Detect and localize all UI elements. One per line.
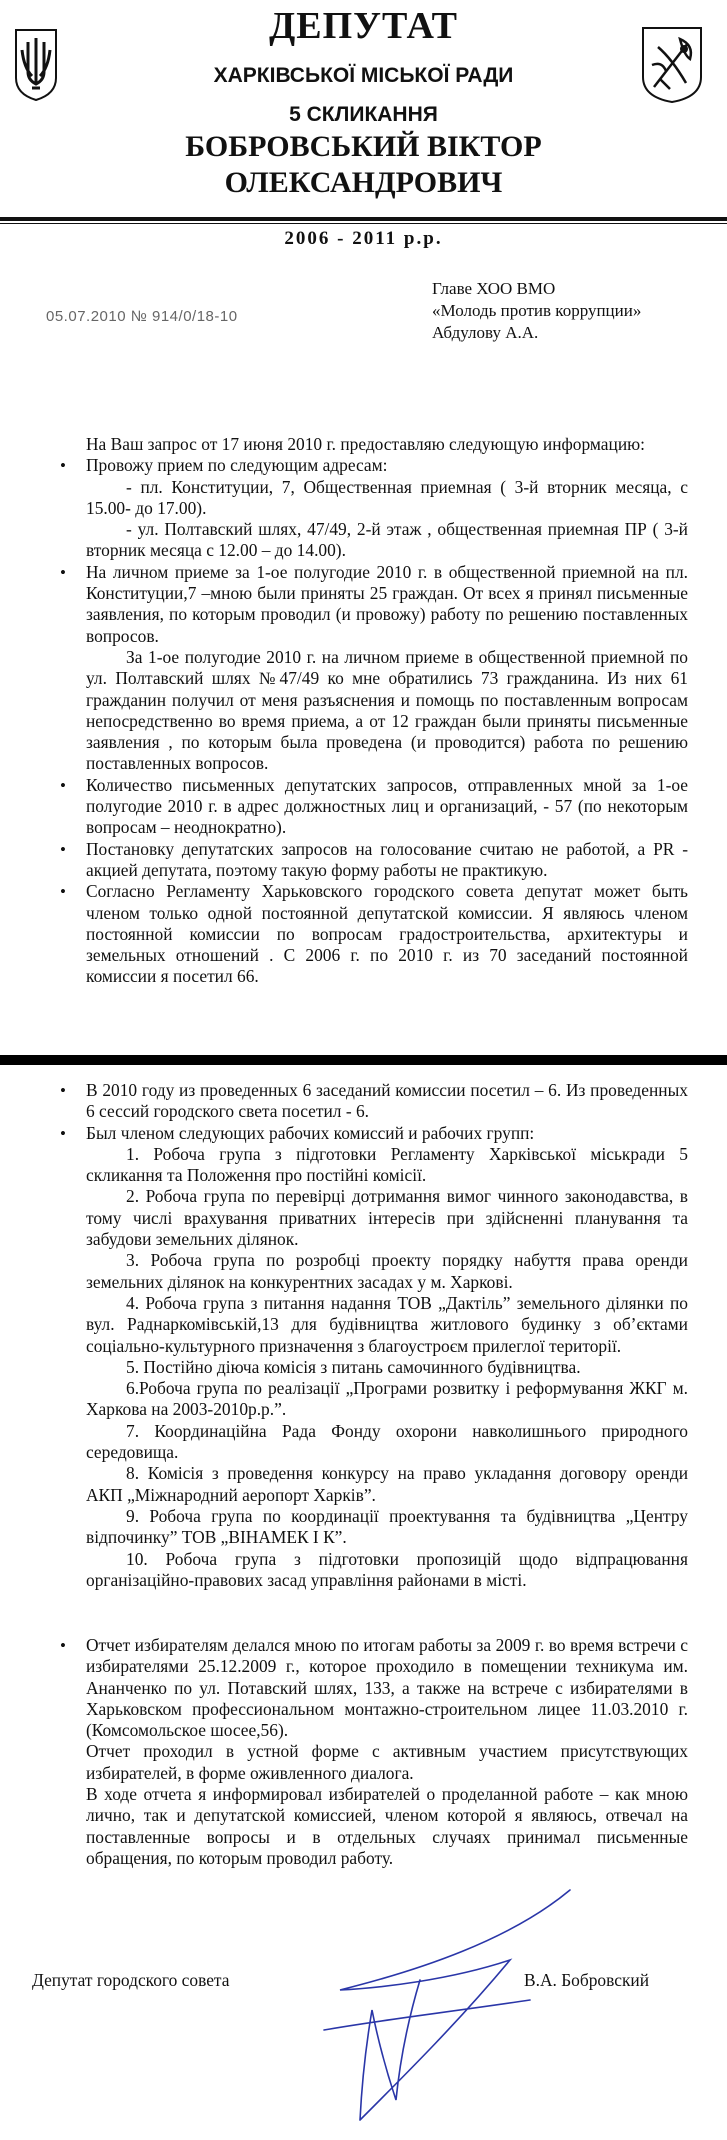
working-group-item: 7. Координаційна Рада Фонду охорони навколишнього природного середовища. [86,1420,688,1463]
list-item-text: Количество письменных депутатских запросов, отправленных мной за 1-ое полугодие 2010 г. в адрес должностных лиц и организаций, - 57 (по некоторым вопросам – неоднократно). [86,774,688,838]
header-title: ДЕПУТАТ [269,5,458,47]
list-item [46,1080,688,1123]
list-item [46,1123,688,1144]
deputy-name-line2: ОЛЕКСАНДРОВИЧ [224,166,503,199]
signatory-name: В.А. Бобровский [524,1970,650,1990]
addressee-line: Главе ХОО ВМО [432,279,556,298]
list-item-text: В 2010 году из проведенных 6 заседаний комиссии посетил – 6. Из проведенных 6 сессий городского света посетил - 6. [86,1080,688,1122]
bullet-icon: • [60,839,66,859]
paragraph: За 1-ое полугодие 2010 г. на личном приеме в общественной приемной по ул. Полтавский шлях №47/49 ко мне обратились 73 гражданина. Из них 61 гражданин получил от меня разъяснения и помощь по поставленным вопросам непосредственно во время приема, а от 12 граждан были приняты письменные заявления , по которым была проведена (и проводится) работа по решению поставленных вопросов. [86,646,688,774]
bullet-icon: • [60,882,66,902]
bullet-list [46,1635,688,1869]
list-item-text: Был членом следующих рабочих комиссий и рабочих групп: [86,1122,535,1143]
addressee-line: Абдулову А.А. [432,323,539,342]
list-item-text: Согласно Регламенту Харьковского городского совета депутат может быть членом только одной постоянной депутатской комиссии. Я являюсь членом постоянной комиссии по вопросам градостроительства, архитектуры и земельных отношений . С 2006 г. по 2010 г. из 70 заседаний постоянной комиссии я посетил 66. [86,881,688,987]
addressee-block [432,278,722,344]
bullet-list [46,455,688,647]
address-line: - пл. Конституции, 7, Общественная приемная ( 3-й вторник месяца, с 15.00- до 17.00). [86,476,688,518]
address-line: - ул. Полтавский шлях, 47/49, 2-й этаж , общественная приемная ПР ( 3-й вторник месяца с 12.00 – до 14.00). [86,519,688,561]
list-item [46,881,688,987]
paragraph: В ходе отчета я информировал избирателей о проделанной работе – как мною лично, так и депутатской комиссией, членом которой я являюсь, отвечал на поставленные вопросы и в отдельных случаях принимал письменные обращения, по которым проводил работу. [86,1784,688,1868]
bullet-icon: • [60,1081,66,1100]
letter-body-part2 [46,1080,688,1591]
list-item [46,775,688,839]
header-rule-thick [0,217,727,221]
working-group-item: 1. Робоча група з підготовки Регламенту Харківської міськради 5 скликання та Положення про постійні комісії. [86,1143,688,1186]
deputy-name-line1: БОБРОВСЬКИЙ ВІКТОР [185,130,542,163]
letter-body-part3 [46,1635,688,1869]
working-group-item: 5. Постійно діюча комісія з питань самочинного будівництва. [126,1356,581,1377]
letterhead [0,0,727,220]
intro-paragraph: На Ваш запрос от 17 июня 2010 г. предоставляю следующую информацию: [86,434,645,454]
bullet-icon: • [60,562,66,582]
list-item-text: Провожу прием по следующим адресам: [86,455,388,476]
list-item [46,839,688,882]
outgoing-number-stamp: 05.07.2010 № 914/0/18-10 [46,308,238,325]
working-group-item: 8. Комісія з проведення конкурсу на право укладання договору оренди АКП „Міжнародний аеропорт Харків”. [86,1463,688,1505]
working-group-item: 4. Робоча група з питання надання ТОВ „Дактіль” земельного ділянки по вул. Раднаркомівській,13 для будівництва житлового будинку з об’єктами соціально-культурного призначення з благоустроєм прилеглої території. [86,1292,688,1356]
kharkiv-city-coat-of-arms-icon [640,25,704,105]
working-group-item: 6.Робоча група по реалізації „Програми розвитку і реформування ЖКГ м. Харкова на 2003-2010р.р.”. [86,1378,688,1420]
list-item [46,562,688,647]
bullet-icon: • [60,775,66,795]
list-item-text: Отчет избирателям делался мною по итогам работы за 2009 г. во время встречи с избирателями 25.12.2009 г., которое проходило в помещении техникума им. Ананченко по ул. Потавский шлях, 133, а также на встрече с избирателями в Харьковском профессиональном монтажно-строительном лицее 11.03.2010 г. (Комсомольское шосее,56). [86,1635,688,1741]
working-group-item: 10. Робоча група з підготовки пропозицій щодо відпрацювання організаційно-правових засад управління районами в місті. [86,1548,688,1590]
list-item [46,1635,688,1869]
bullet-list [46,1080,688,1144]
signatory-position: Депутат городского совета [32,1970,230,1990]
letter-body-part1 [46,434,688,988]
list-item-text: На личном приеме за 1-ое полугодие 2010 г. в общественной приемной на пл. Конституции,7 –мною были приняты 25 граждан. От всех я принял письменные заявления, по которым проводил (и провожу) работу по решению поставленных вопросов. [86,561,688,646]
header-council: ХАРКІВСЬКОЇ МІСЬКОЇ РАДИ [213,64,514,87]
addressee-line: «Молодь против коррупции» [432,301,642,320]
list-item-text: Постановку депутатских запросов на голосование считаю не работой, а PR - акцией депутата, поэтому такую форму работы не практикую. [86,838,688,880]
paragraph: Отчет проходил в устной форме с активным участием присутствующих избирателей, в форме оживленного диалога. [86,1741,688,1783]
header-convocation: 5 СКЛИКАННЯ [289,103,438,126]
bullet-icon: • [60,1123,66,1143]
list-item [46,455,688,561]
working-group-item: 3. Робоча група по розробці проекту порядку набуття права оренди земельних ділянок на конкурентних засадах у м. Харкові. [86,1250,688,1292]
bullet-list [46,775,688,988]
working-group-item: 2. Робоча група по перевірці дотримання вимог чинного законодавства, в тому числі врахування приватних інтересів при здійсненні планування та забудови земельних ділянок. [86,1186,688,1250]
bullet-icon: • [60,456,66,476]
handwritten-signature [300,1870,600,2135]
convocation-years: 2006 - 2011 р.р. [284,228,443,249]
page-break-bar [0,1055,727,1065]
working-group-item: 9. Робоча група по координації проектування та будівництва „Центру відпочинку” ТОВ „ВІНАМЕК І К”. [86,1505,688,1548]
header-rule-thin [0,223,727,224]
bullet-icon: • [60,1636,66,1655]
